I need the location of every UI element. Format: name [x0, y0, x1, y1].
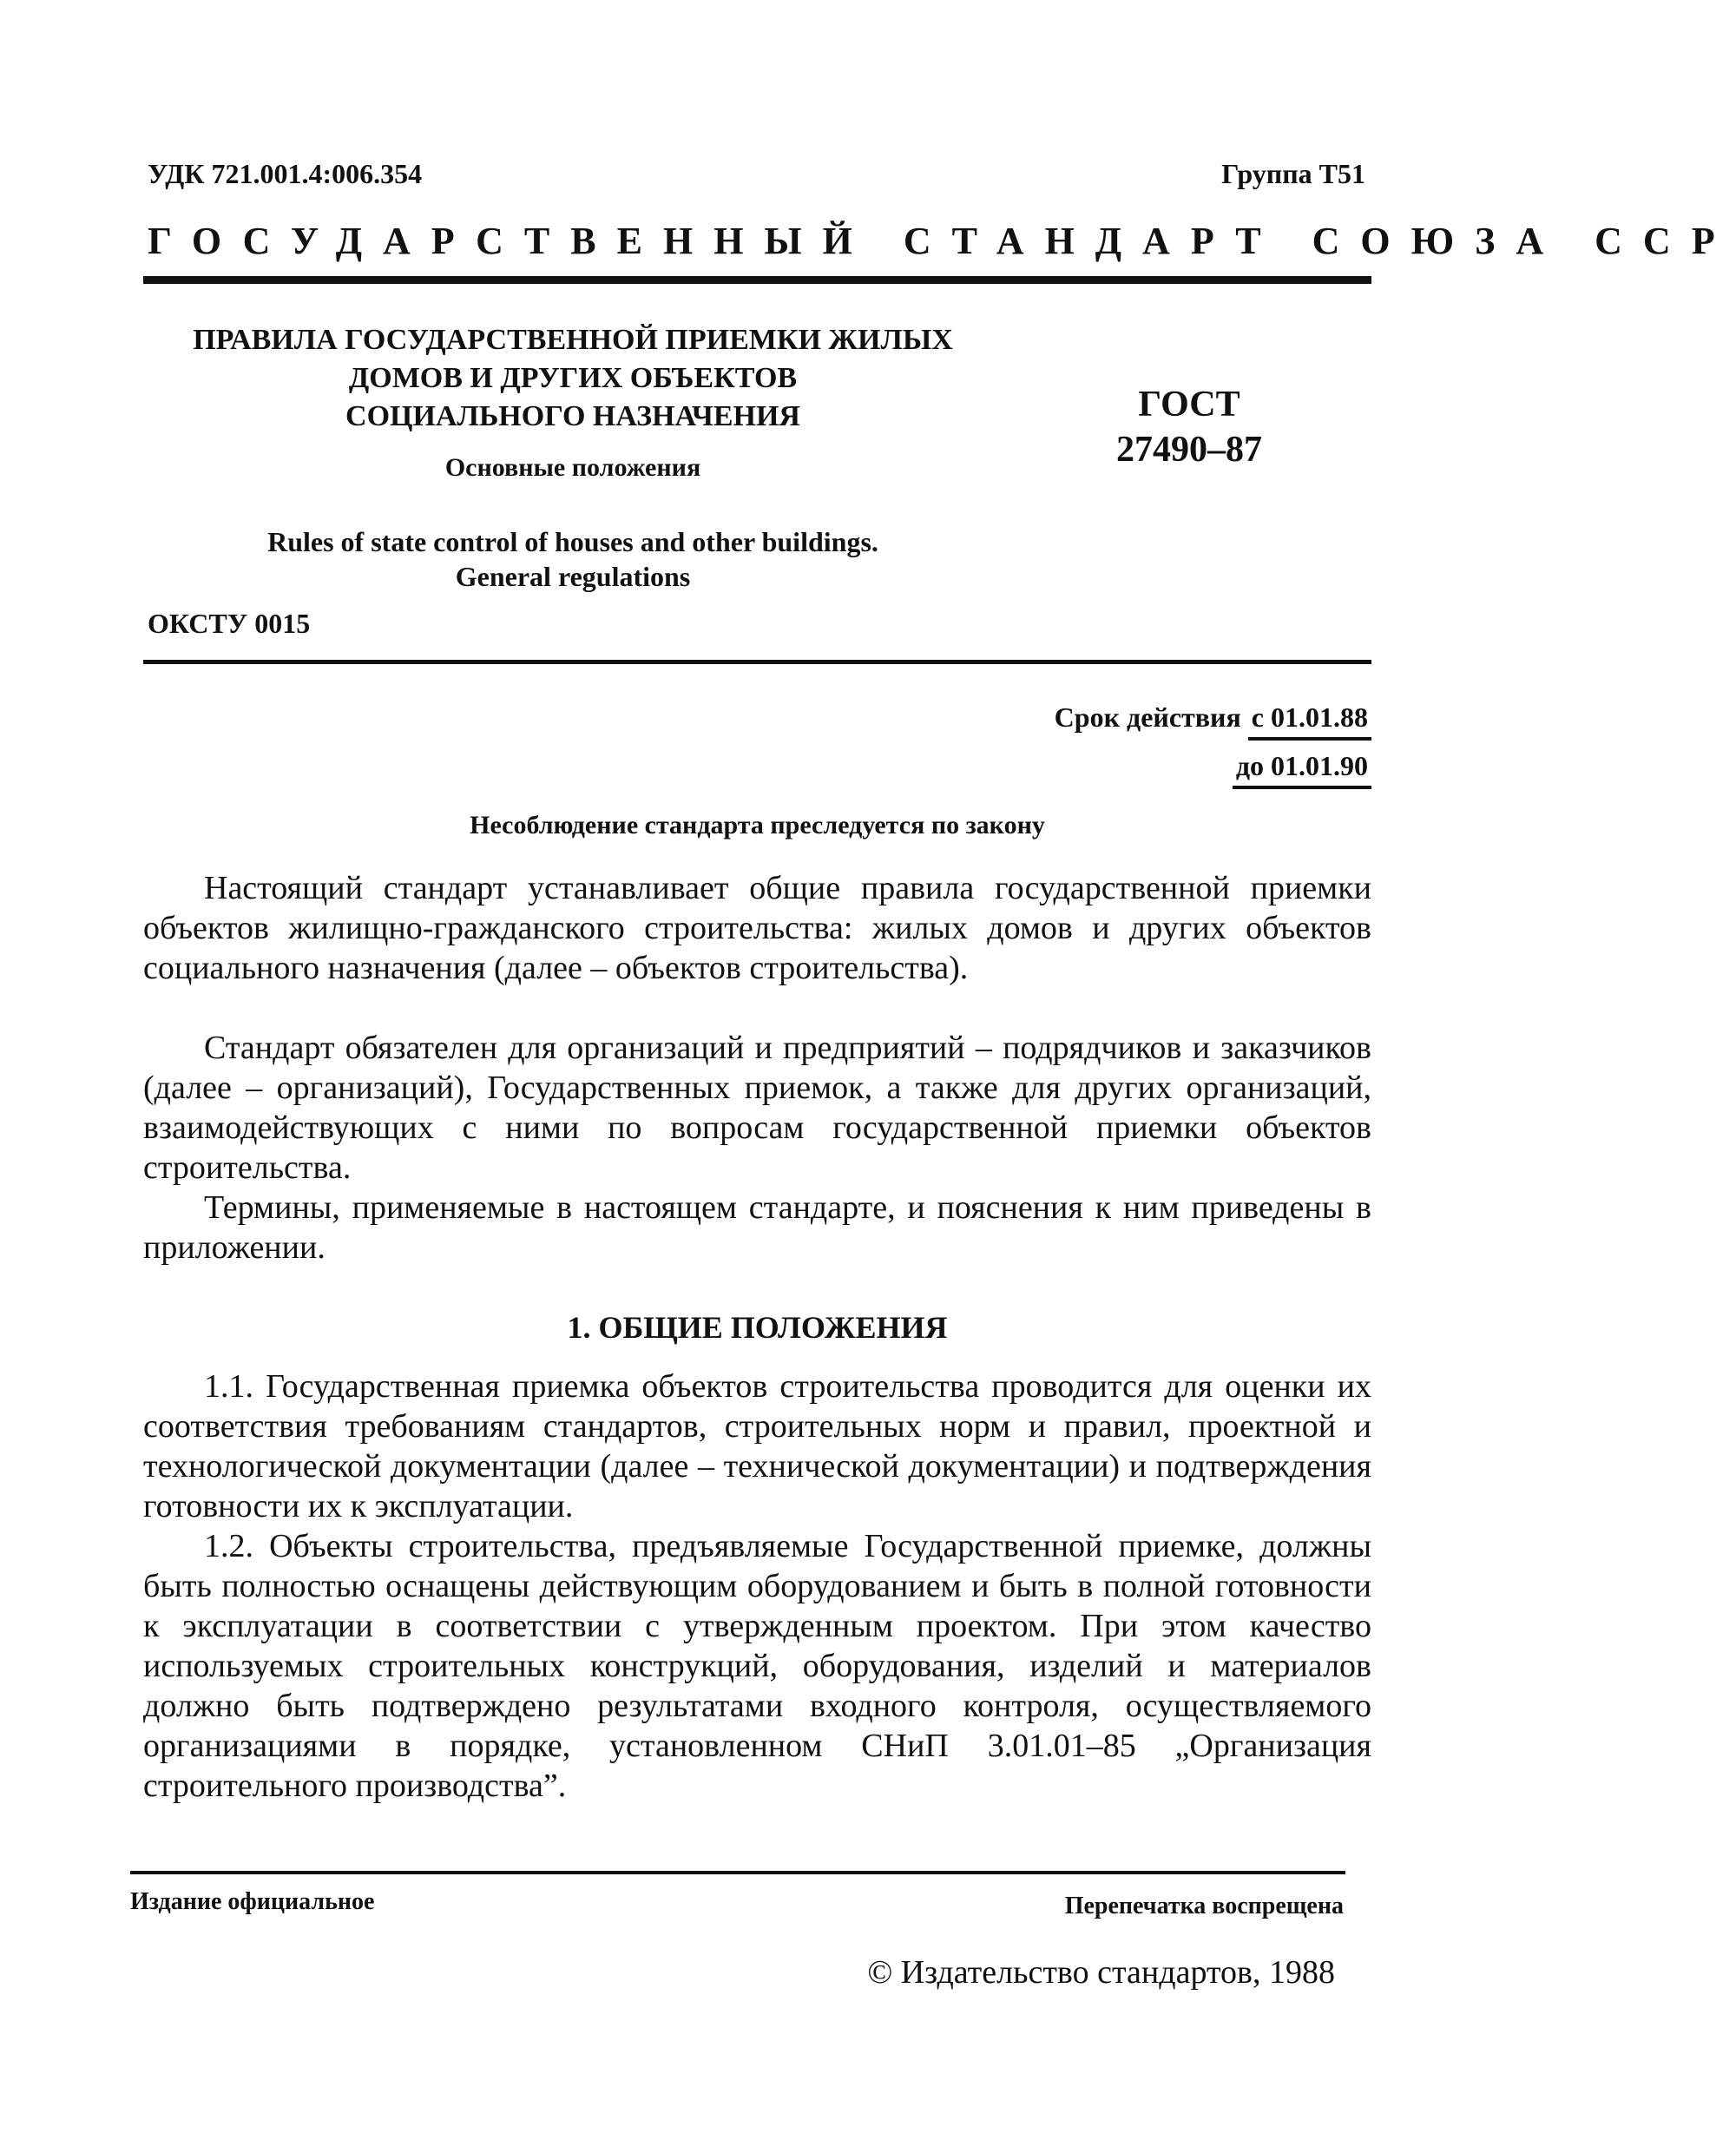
standard-union-banner: ГОСУДАРСТВЕННЫЙ СТАНДАРТ СОЮЗА ССР: [148, 220, 1736, 262]
intro-paragraph-1: Настоящий стандарт устанавливает общие правила государственной приемки объектов жилищно-гражданского строительства: жилых домов и других объектов социального назначения (далее – объектов строительства).: [143, 870, 1371, 986]
title-line-1: ПРАВИЛА ГОСУДАРСТВЕННОЙ ПРИЕМКИ ЖИЛЫХ: [193, 324, 953, 356]
header-divider: [143, 276, 1371, 284]
english-title-line-1: Rules of state control of houses and other buildings.: [267, 526, 878, 557]
clause-1-1: 1.1. Государственная приемка объектов строительства проводится для оценки их соответствия требованиям стандартов, строительных норм и правил, проектной и технологической документации (далее – технической документации) и подтверждения готовности их к эксплуатации.: [143, 1368, 1371, 1524]
document-subtitle: Основные положения: [444, 453, 701, 482]
gost-designation: [1085, 382, 1293, 472]
english-title: [169, 524, 976, 594]
official-edition-note: Издание официальное: [130, 1888, 375, 1915]
clause-1-2: 1.2. Объекты строительства, предъявляемые Государственной приемке, должны быть полностью оснащены действующим оборудованием и быть в полной готовности к эксплуатации в соответствии с утвержденным проектом. При этом качество используемых строительных конструкций, оборудования, изделий и материалов должно быть подтверждено результатами входного контроля, осуществляемого организациями в порядке, установленном СНиП 3.01.01–85 „Организация строительного производства”.: [143, 1528, 1371, 1804]
intro-paragraph-2: Стандарт обязателен для организаций и предприятий – подрядчиков и заказчиков (далее – организаций), Государственных приемок, а также для других организаций, взаимодействующих с ними по вопросам государственной приемки объектов строительства.: [143, 1030, 1371, 1186]
udc-code: УДК 721.001.4:006.354: [148, 158, 423, 189]
validity-label: Срок действия: [1054, 701, 1241, 733]
section-heading: 1. ОБЩИЕ ПОЛОЖЕНИЯ: [567, 1310, 948, 1345]
footer-divider: [130, 1871, 1345, 1874]
gost-number: 27490–87: [1116, 430, 1262, 470]
gost-label: ГОСТ: [1138, 385, 1240, 425]
title-line-3: СОЦИАЛЬНОГО НАЗНАЧЕНИЯ: [345, 400, 800, 432]
intro-paragraph-3: Термины, применяемые в настоящем стандарте, и пояснения к ним приведены в приложении.: [143, 1189, 1371, 1266]
reprint-prohibited-note: Перепечатка воспрещена: [1064, 1893, 1344, 1919]
copyright-notice: © Издательство стандартов, 1988: [867, 1954, 1335, 1991]
validity-to: до 01.01.90: [1233, 750, 1371, 789]
validity-from: с 01.01.88: [1248, 701, 1371, 741]
document-title: [169, 321, 976, 436]
title-line-2: ДОМОВ И ДРУГИХ ОБЪЕКТОВ: [348, 362, 798, 394]
okstu-code: ОКСТУ 0015: [148, 608, 311, 639]
title-divider: [143, 660, 1371, 664]
group-code: Группа Т51: [1221, 158, 1365, 189]
law-notice: Несоблюдение стандарта преследуется по закону: [470, 811, 1045, 839]
english-title-line-2: General regulations: [455, 561, 691, 592]
